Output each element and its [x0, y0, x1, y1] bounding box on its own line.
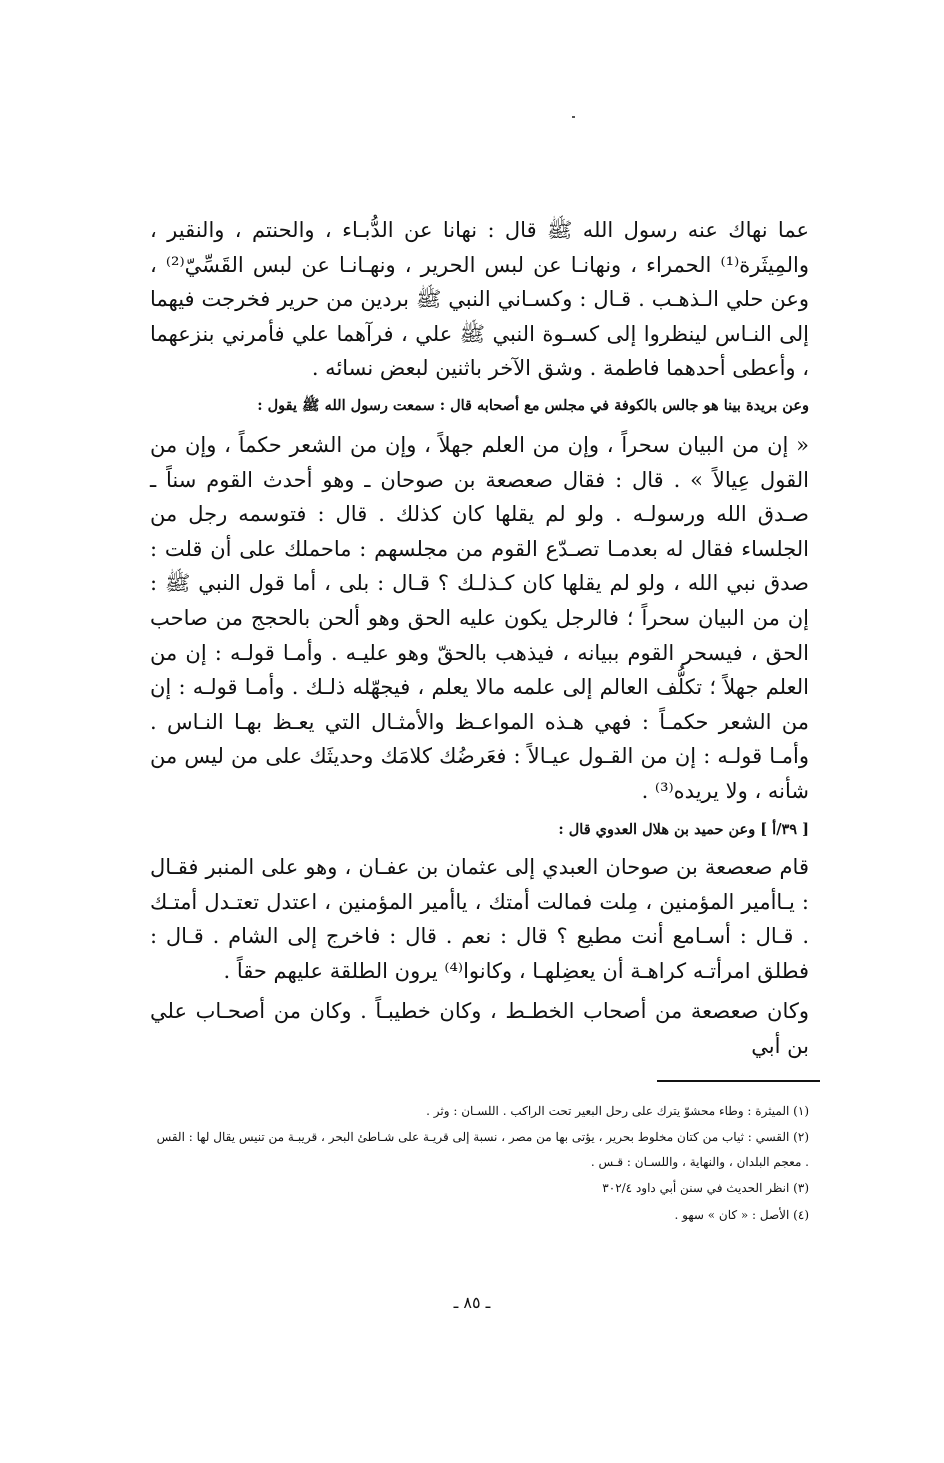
paragraph-3: [150, 850, 809, 988]
paragraph-2-text: « إن من البيان سحراً ، وإن من العلم جهلاً ، وإن من الشعر حكماً ، وإن من القول عِيالاً » . قال : فقال صعصعة بن صوحان ـ وهو أحدث القوم سناً ـ صـدق الله ورسولـه . ولو لم يقلها كان كذلك . قال : فتوسمه رجل من الجلساء فقال له بعدمـا تصـدّع القوم من مجلسهم : ماحملك على أن قلت : صدق نبي الله ، ولو لم يقلها كان كـذلـك ؟ قـال : بلى ، أما قول النبي ﷺ : إن من البيان سحراً ؛ فالرجل يكون عليه الحق وهو ألحن بالحجج من صاحب الحق ، فيسحر القوم ببيانه ، فيذهب بالحقّ وهو عليـه . وأمـا قولـه : إن من العلم جهلاً ؛ تكلُّف العالم إلى علمه مالا يعلم ، فيجهّله ذلـك . وأمـا قولـه : إن من الشعر حكمـاً : فهي هـذه المواعـظ والأمثـال التي يعـظ بهـا النـاس . وأمـا قولـه : إن من القـول عيـالاً : فعَرضُك كلامَك وحديثَك على من ليس من شأنه ، ولا يريده⁽³⁾ .: [150, 433, 809, 803]
footnote-1: (١) الميثرة : وطاء محشوّ يترك على رحل البعير تحت الراكب . اللسـان : وثر .: [426, 1104, 809, 1118]
paragraph-1-text: عما نهاك عنه رسول الله ﷺ قال : نهانا عن الدُّبـاء ، والحنتم ، والنقير ، والمِيثَرة⁽¹⁾ الحمراء ، ونهانـا عن لبس الحرير ، ونهـانـا عن لبس القَسِّيّ⁽²⁾ ، وعن حلي الـذهـب . قـال : وكسـاني النبي ﷺ بردين من حرير فخرجت فيهما إلى النـاس لينظروا إلى كسـوة النبي ﷺ علي ، فرآهما علي فأمرني بنزعهما ، وأعطى أحدهما فاطمة . وشق الآخر باثنين لبعض نسائه .: [150, 218, 809, 381]
footnote-3: (٣) انظر الحديث في سنن أبي داود ٣٠٢/٤: [602, 1181, 809, 1195]
paragraph-4-text: وكان صعصعة من أصحاب الخطـط ، وكان خطيبـاً . وكان من أصحـاب علي بن أبي: [150, 999, 809, 1058]
narration-heading-humayd: [ ٣٩/أ ] وعن حميد بن هلال العدوي قال :: [558, 821, 809, 838]
paragraph-1: [150, 213, 809, 386]
scan-speck: [572, 116, 575, 118]
footnote-separator: [657, 1080, 820, 1082]
paragraph-3-text: قام صعصعة بن صوحان العبدي إلى عثمان بن عفـان ، وهو على المنبر فقـال : يـاأمير المؤمنين ، مِلت فمالت أمتك ، ياأمير المؤمنين ، اعتدل تعتـدل أمتـك . قـال : أسـامع أنت مطيع ؟ قال : نعم . قال : فاخرج إلى الشام . قـال : فطلق امرأتـه كراهـة أن يعضِلهـا ، وكانوا⁽⁴⁾ يرون الطلقة عليهم حقاً .: [150, 855, 809, 983]
footnote-4: (٤) الأصل : « كان » سهو .: [674, 1208, 809, 1222]
narration-heading-buraydah: وعن بريدة بينا هو جالس بالكوفة في مجلس مع أصحابه قال : سمعت رسول الله ﷺ يقول :: [257, 397, 809, 414]
paragraph-2: [150, 428, 809, 809]
footnote-2: (٢) القسي : ثياب من كتان مخلوط بحرير ، يؤتى بها من مصر ، نسبة إلى قريـة على شـاطئ البحر ، قريبـة من تنيس يقال لها : القس . معجم البلدان ، والنهاية ، واللسـان : قـس .: [156, 1130, 809, 1169]
footnotes: [150, 1098, 809, 1229]
page-number: ـ ٨٥ ـ: [453, 1293, 491, 1312]
paragraph-4: [150, 994, 809, 1063]
